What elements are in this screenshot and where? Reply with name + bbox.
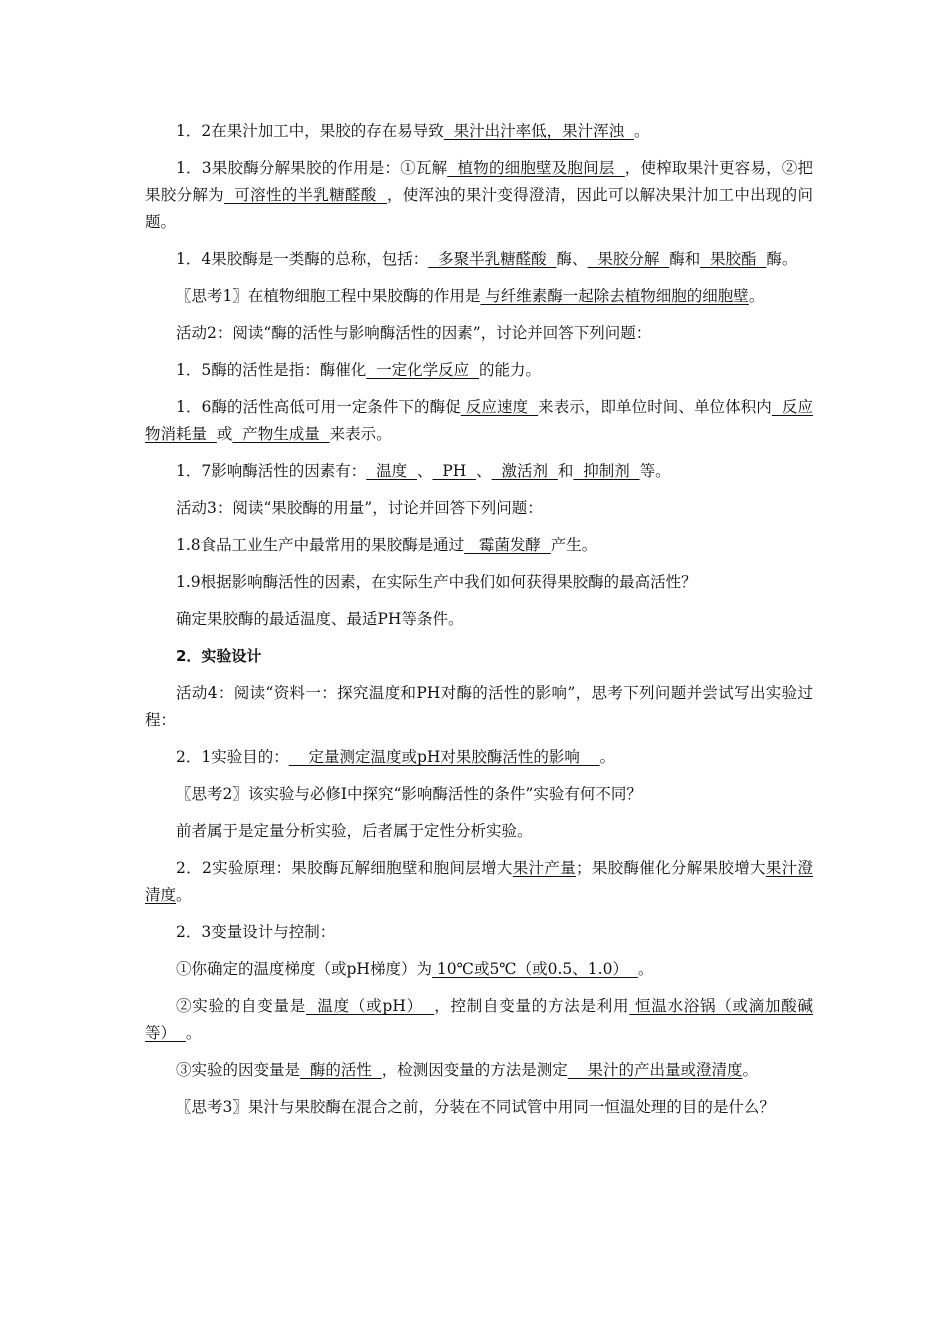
- paragraph-text: 〖思考1〗在植物细胞工程中果胶酶的作用是: [176, 287, 481, 305]
- paragraph-text: 1.9根据影响酶活性的因素，在实际生产中我们如何获得果胶酶的最高活性？: [176, 573, 697, 591]
- paragraph-text: 酶和: [669, 250, 701, 268]
- answer-blank: 温度（或pH）: [306, 997, 435, 1015]
- paragraph-p7: [145, 394, 813, 448]
- paragraph-text: ；果胶酶催化分解果胶增大: [576, 859, 766, 877]
- paragraph-text: 。: [599, 748, 616, 766]
- paragraph-text: 1.8食品工业生产中最常用的果胶酶是通过: [176, 536, 465, 554]
- paragraph-text: 〖思考2〗该实验与必修Ⅰ中探究“影响酶活性的条件”实验有何不同？: [176, 785, 642, 803]
- paragraph-p4: [145, 283, 813, 310]
- paragraph-p6: [145, 357, 813, 384]
- answer-blank: 果汁出汁率低，果汁浑浊: [443, 122, 634, 140]
- paragraph-text: ③实验的因变量是: [176, 1061, 301, 1079]
- paragraph-text: ①你确定的温度梯度（或pH梯度）为: [176, 960, 432, 978]
- paragraph-q5: [145, 855, 813, 909]
- paragraph-text: 来表示。: [329, 425, 392, 443]
- paragraph-text: 。: [633, 122, 650, 140]
- paragraph-text: 产生。: [550, 536, 598, 554]
- paragraph-text: 1．6酶的活性高低可用一定条件下的酶促: [176, 398, 461, 416]
- paragraph-text: 活动2：阅读“酶的活性与影响酶活性的因素”，讨论并回答下列问题：: [176, 324, 652, 342]
- paragraph-q7: [145, 956, 813, 983]
- answer-blank: 果汁产量: [512, 859, 577, 877]
- answer-blank: 定量测定温度或pH对果胶酶活性的影响: [288, 748, 600, 766]
- answer-blank: 反应物消耗量: [145, 398, 813, 443]
- paragraph-text: 1．7影响酶活性的因素有：: [176, 462, 367, 480]
- paragraph-text: 前者属于是定量分析实验，后者属于定性分析实验。: [176, 822, 533, 840]
- paragraph-text: 确定果胶酶的最适温度、最适PH等条件。: [176, 610, 464, 628]
- answer-blank: 产物生成量: [232, 425, 330, 443]
- paragraph-p2: [145, 155, 813, 236]
- paragraph-text: 的能力。: [478, 361, 541, 379]
- answer-blank: 果胶酯: [700, 250, 767, 268]
- paragraph-text: ，使榨取果汁更容易，②把果胶分解为: [145, 159, 813, 204]
- paragraph-p5: [145, 320, 813, 347]
- paragraph-text: 和: [557, 462, 574, 480]
- paragraph-q10: [145, 1094, 813, 1121]
- answer-blank: 抑制剂: [573, 462, 640, 480]
- section-2-content: [145, 680, 813, 1121]
- paragraph-text: 、: [476, 462, 492, 480]
- paragraph-text: 1．2在果汁加工中，果胶的存在易导致: [176, 122, 444, 140]
- paragraph-text: 、: [416, 462, 433, 480]
- paragraph-text: 。: [176, 886, 192, 904]
- answer-blank: 激活剂: [491, 462, 558, 480]
- paragraph-text: 来表示，即单位时间、单位体积内: [538, 398, 772, 416]
- paragraph-text: ，检测因变量的方法是测定: [381, 1061, 568, 1079]
- paragraph-text: 酶。: [766, 250, 798, 268]
- answer-blank: 恒温水浴锅（或滴加酸碱等）: [145, 997, 813, 1042]
- paragraph-text: 2．1实验目的：: [176, 748, 289, 766]
- paragraph-text: 1．5酶的活性是指：酶催化: [176, 361, 367, 379]
- paragraph-p3: [145, 246, 813, 273]
- paragraph-q9: [145, 1057, 813, 1084]
- paragraph-q4: [145, 818, 813, 845]
- answer-blank: 与纤维素酶一起除去植物细胞的细胞壁: [480, 287, 749, 305]
- paragraph-text: 1．4果胶酶是一类酶的总称，包括：: [176, 250, 429, 268]
- answer-blank: 反应速度: [460, 398, 539, 416]
- section-1-content: [145, 118, 813, 633]
- section-heading: 2．实验设计: [176, 647, 262, 665]
- answer-blank: 果汁的产出量或澄清度: [567, 1061, 743, 1079]
- paragraph-text: 。: [748, 287, 765, 305]
- paragraph-text: ，使浑浊的果汁变得澄清，因此可以解决果汁加工中出现的问题。: [145, 186, 813, 231]
- paragraph-text: ②实验的自变量是: [176, 997, 307, 1015]
- answer-blank: 温度: [366, 462, 417, 480]
- paragraph-text: 活动4：阅读“资料一：探究温度和PH对酶的活性的影响”，思考下列问题并尝试写出实验过程：: [145, 684, 813, 729]
- document-page: [145, 118, 813, 1131]
- answer-blank: 果胶分解: [587, 250, 670, 268]
- paragraph-p1: [145, 118, 813, 145]
- answer-blank: 多聚半乳糖醛酸: [428, 250, 557, 268]
- answer-blank: 霉菌发酵: [464, 536, 551, 554]
- paragraph-text: 2．2实验原理：果胶酶瓦解细胞壁和胞间层增大: [176, 859, 513, 877]
- paragraph-p8: [145, 458, 813, 485]
- paragraph-p12: [145, 606, 813, 633]
- paragraph-text: 或: [216, 425, 233, 443]
- paragraph-text: 活动3：阅读“果胶酶的用量”，讨论并回答下列问题：: [176, 499, 543, 517]
- paragraph-q2: [145, 744, 813, 771]
- paragraph-text: 1．3果胶酶分解果胶的作用是：①瓦解: [176, 159, 448, 177]
- paragraph-p9: [145, 495, 813, 522]
- answer-blank: PH: [432, 462, 477, 480]
- paragraph-text: 〖思考3〗果汁与果胶酶在混合之前，分装在不同试管中用同一恒温处理的目的是什么？: [176, 1098, 775, 1116]
- paragraph-q8: [145, 993, 813, 1047]
- paragraph-text: 。: [185, 1024, 202, 1042]
- answer-blank: 果汁澄清度: [145, 859, 813, 904]
- paragraph-text: 。: [637, 960, 654, 978]
- paragraph-q3: [145, 781, 813, 808]
- answer-blank: 一定化学反应: [366, 361, 479, 379]
- answer-blank: 可溶性的半乳糖醛酸: [223, 186, 387, 204]
- answer-blank: 酶的活性: [300, 1061, 382, 1079]
- paragraph-p11: [145, 569, 813, 596]
- paragraph-text: 。: [742, 1061, 758, 1079]
- paragraph-q1: [145, 680, 813, 734]
- paragraph-text: 2．3变量设计与控制：: [176, 923, 336, 941]
- paragraph-text: ，控制自变量的方法是利用: [434, 997, 630, 1015]
- answer-blank: 10℃或5℃（或0.5、1.0）: [431, 960, 638, 978]
- paragraph-text: 酶、: [556, 250, 588, 268]
- paragraph-p10: [145, 532, 813, 559]
- paragraph-text: 等。: [639, 462, 671, 480]
- paragraph-q6: [145, 919, 813, 946]
- answer-blank: 植物的细胞壁及胞间层: [447, 159, 625, 177]
